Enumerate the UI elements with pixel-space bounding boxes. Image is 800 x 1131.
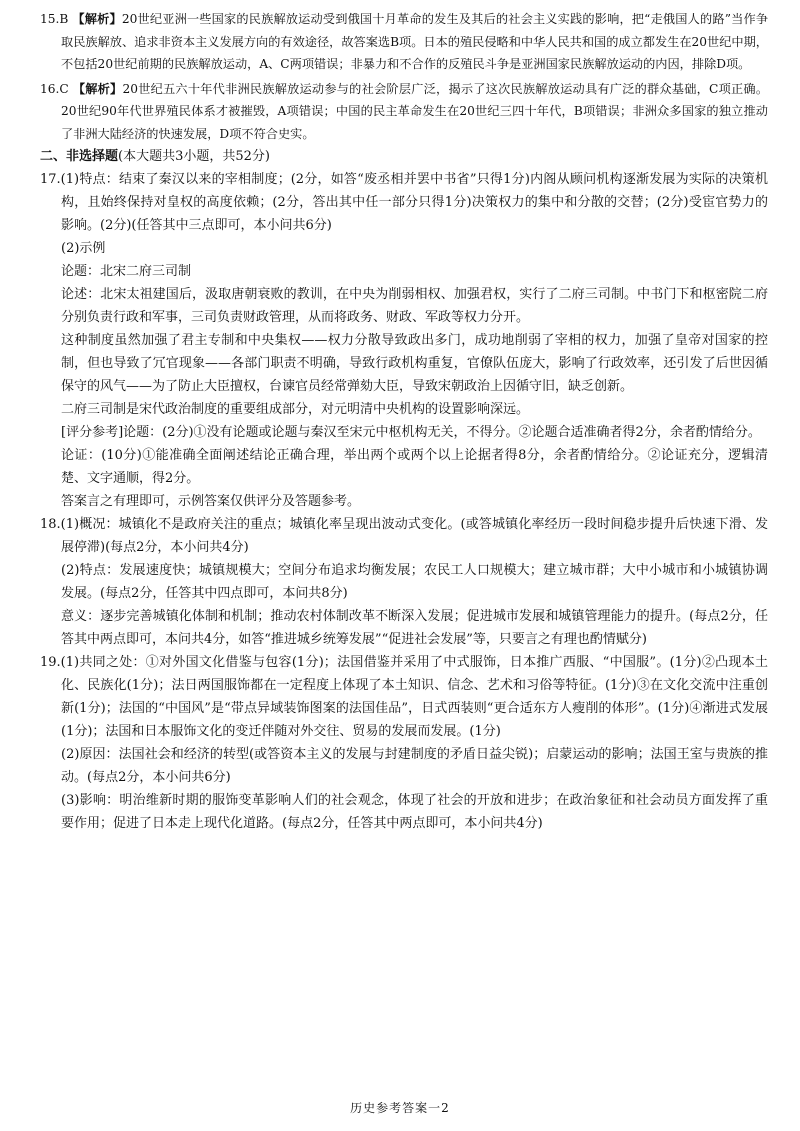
answer-18-part1: 18.(1)概况：城镇化不是政府关注的重点；城镇化率呈现出波动式变化。(或答城镇化率经历一段时间稳步提升后快速下滑、发展停滞)(每点2分，本小问共4分) (40, 517, 768, 555)
answer-19-part3: (3)影响：明治维新时期的服饰变革影响人们的社会观念，体现了社会的开放和进步；在政治象征和社会动员方面发挥了重要作用；促进了日本走上现代化道路。(每点2分，任答其中两点即可，本小问共4分) (61, 793, 768, 831)
section-heading (40, 145, 768, 168)
analysis-text: 20世纪亚洲一些国家的民族解放运动受到俄国十月革命的发生及其后的社会主义实践的影响，把“走俄国人的路”当作争取民族解放、追求非资本主义发展方向的有效途径，故答案选B项。日本的殖民侵略和中华人民共和国的成立都发生在20世纪中期，不包括20世纪前期的民族解放运动，A、C两项错误；非暴力和不合作的反殖民斗争是亚洲国家民族解放运动的内因，排除D项。 (61, 12, 769, 71)
answer-19-part2: (2)原因：法国社会和经济的转型(或答资本主义的发展与封建制度的矛盾日益尖锐)；启蒙运动的影响；法国王室与贵族的推动。(每点2分，本小问共6分) (61, 747, 768, 785)
answer-17-note: 答案言之有理即可，示例答案仅供评分及答题参考。 (61, 494, 361, 509)
answer-sheet (40, 8, 768, 835)
answer-18-significance: 意义：逐步完善城镇化体制和机制；推动农村体制改革不断深入发展；促进城市发展和城镇管理能力的提升。(每点2分，任答其中两点即可，本问共4分，如答“推进城乡统筹发展”“促进社会发展”等，只要言之有理也酌情赋分) (61, 609, 768, 647)
page-footer: 历史参考答案一2 (350, 1101, 450, 1115)
analysis-tag: 【解析】 (72, 12, 122, 26)
answer-letter: C (59, 81, 69, 96)
section-note: (本大题共3小题，共52分) (118, 149, 270, 164)
answer-15 (40, 8, 768, 76)
section-title: 二、非选择题 (40, 149, 119, 164)
answer-letter: B (59, 12, 69, 26)
analysis-text: 20世纪五六十年代非洲民族解放运动参与的社会阶层广泛，揭示了这次民族解放运动具有广泛的群众基础，C项正确。20世纪90年代世界殖民体系才被摧毁，A项错误；中国的民主革命发生在20世纪三四十年代，B项错误；非洲众多国家的独立推动了非洲大陆经济的快速发展，D项不符合史实。 (61, 81, 769, 141)
answer-17-scoring-argument: 论证：(10分)①能准确全面阐述结论正确合理，举出两个或两个以上论据者得8分，余者酌情给分。②论证充分，逻辑清楚、文字通顺，得2分。 (61, 448, 768, 486)
answer-18-part2: (2)特点：发展速度快；城镇规模大；空间分布追求均衡发展；农民工人口规模大；建立城市群；大中小城市和小城镇协调发展。(每点2分，任答其中四点即可，本问共8分) (61, 563, 768, 601)
answer-17-part2-label: (2)示例 (61, 241, 106, 256)
question-number: 15. (40, 12, 60, 26)
answer-17-argument: 论述：北宋太祖建国后，汲取唐朝衰败的教训，在中央为削弱相权、加强君权，实行了二府三司制。中书门下和枢密院二府分别负责行政和军事，三司负责财政管理，从而将政务、财政、军政等权力分开。 (61, 287, 768, 325)
answer-17-scoring-topic: [评分参考]论题：(2分)①没有论题或论题与秦汉至宋元中枢机构无关，不得分。②论题合适准确者得2分，余者酌情给分。 (61, 425, 761, 440)
answer-17-part1: 17.(1)特点：结束了秦汉以来的宰相制度；(2分，如答“废丞相并罢中书省”只得1分)内阁从顾问机构逐渐发展为实际的决策机构，且始终保持对皇权的高度依赖；(2分，答出其中任一部分只得1分)决策权力的集中和分散的交替；(2分)受宦官势力的影响。(2分)(任答其中三点即可，本小问共6分) (40, 172, 768, 233)
answer-17-analysis: 这种制度虽然加强了君主专制和中央集权——权力分散导致政出多门，成功地削弱了宰相的权力，加强了皇帝对国家的控制，但也导致了冗官现象——各部门职责不明确，导致行政机构重复，官僚队伍庞大，影响了行政效率，还引发了后世因循保守的风气——为了防止大臣擅权，台谏官员经常弹劾大臣，导致宋朝政治上因循守旧，缺乏创新。 (61, 333, 768, 394)
question-number: 16. (40, 81, 60, 96)
analysis-tag: 【解析】 (72, 81, 123, 96)
answer-16 (40, 78, 768, 146)
answer-19-part1: 19.(1)共同之处：①对外国文化借鉴与包容(1分)；法国借鉴并采用了中式服饰，日本推广西服、“中国服”。(1分)②凸现本土化、民族化(1分)；法日两国服饰都在一定程度上体现了本土知识、信念、艺术和习俗等特征。(1分)③在文化交流中注重创新(1分)；法国的“中国风”是“带点异域装饰图案的法国佳品”，日式西装则“更合适东方人瘦削的体形”。(1分)④渐进式发展(1分)；法国和日本服饰文化的变迁伴随对外交往、贸易的发展而发展。(1分) (40, 655, 768, 739)
answer-17-conclusion: 二府三司制是宋代政治制度的重要组成部分，对元明清中央机构的设置影响深远。 (61, 402, 530, 417)
answer-17-topic: 论题：北宋二府三司制 (61, 264, 192, 279)
